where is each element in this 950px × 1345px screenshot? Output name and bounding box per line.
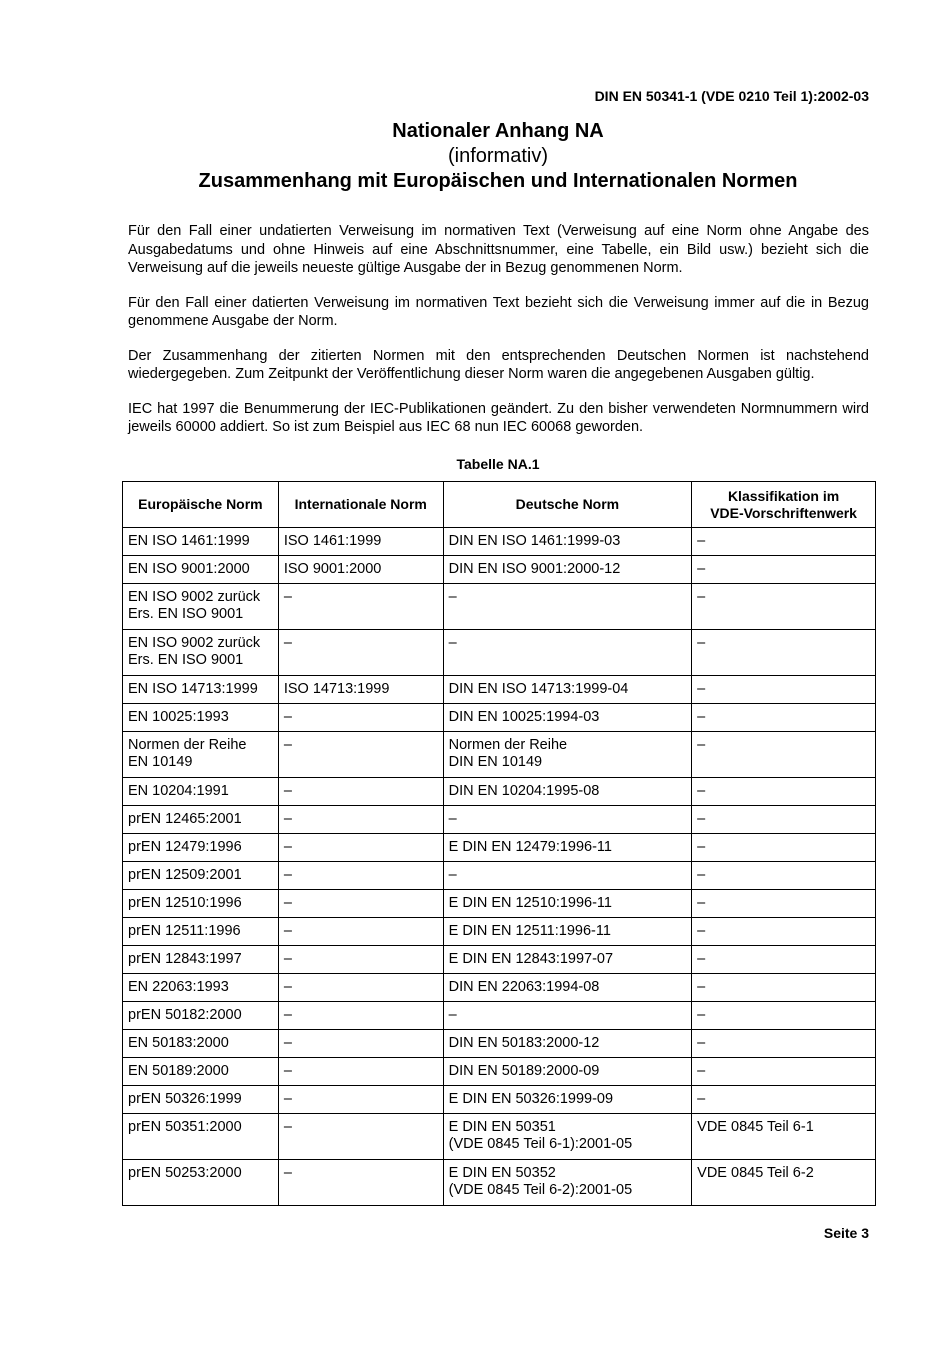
cell-international-norm: – xyxy=(278,1002,443,1030)
paragraph: Für den Fall einer undatierten Verweisung im normativen Text (Verweisung auf eine Norm ohne Angabe des Ausgabedatums und ohne Hinweis auf eine Abschnittsnummer, eine Tabelle, ein Bild usw.) bezieht sich die Verweisung auf die jeweils neueste gültige Ausgabe der in Bezug genommenen Norm. xyxy=(128,223,869,276)
table-row xyxy=(123,528,876,556)
table-row xyxy=(123,1002,876,1030)
cell-classification: – xyxy=(692,528,876,556)
cell-classification: – xyxy=(692,862,876,890)
cell-european-norm: EN 50189:2000 xyxy=(123,1058,279,1086)
table-row xyxy=(123,890,876,918)
cell-european-norm: EN 10204:1991 xyxy=(123,778,279,806)
cell-classification: – xyxy=(692,918,876,946)
cell-international-norm: – xyxy=(278,1086,443,1114)
cell-european-norm: prEN 12465:2001 xyxy=(123,806,279,834)
cell-international-norm: – xyxy=(278,1058,443,1086)
table-row xyxy=(123,630,876,676)
cell-german-norm: – xyxy=(443,1002,692,1030)
cell-german-norm: DIN EN 10204:1995-08 xyxy=(443,778,692,806)
cell-international-norm: – xyxy=(278,732,443,778)
cell-german-norm: DIN EN ISO 1461:1999-03 xyxy=(443,528,692,556)
cell-classification: – xyxy=(692,732,876,778)
annex-subtitle: Zusammenhang mit Europäischen und Internationalen Normen xyxy=(198,170,798,192)
paragraph: Für den Fall einer datierten Verweisung im normativen Text bezieht sich die Verweisung immer auf die in Bezug genommene Ausgabe der Norm. xyxy=(128,294,869,329)
table-caption: Tabelle NA.1 xyxy=(456,456,540,472)
annex-title: Nationaler Anhang NA xyxy=(392,120,604,142)
cell-classification: – xyxy=(692,1002,876,1030)
cell-european-norm: prEN 12510:1996 xyxy=(123,890,279,918)
column-header-international: Internationale Norm xyxy=(278,482,443,528)
table-row xyxy=(123,806,876,834)
cell-european-norm: prEN 50351:2000 xyxy=(123,1114,279,1160)
cell-international-norm: – xyxy=(278,1160,443,1206)
table-row xyxy=(123,946,876,974)
cell-international-norm: – xyxy=(278,918,443,946)
cell-international-norm: – xyxy=(278,778,443,806)
table-row xyxy=(123,1058,876,1086)
cell-european-norm: prEN 50326:1999 xyxy=(123,1086,279,1114)
cell-german-norm: DIN EN 10025:1994-03 xyxy=(443,704,692,732)
cell-german-norm: E DIN EN 12843:1997-07 xyxy=(443,946,692,974)
column-header-european: Europäische Norm xyxy=(123,482,279,528)
cell-european-norm: EN 22063:1993 xyxy=(123,974,279,1002)
cell-german-norm: – xyxy=(443,584,692,630)
cell-classification: – xyxy=(692,556,876,584)
table-row xyxy=(123,778,876,806)
cell-german-norm: DIN EN 50183:2000-12 xyxy=(443,1030,692,1058)
cell-international-norm: – xyxy=(278,584,443,630)
table-row xyxy=(123,974,876,1002)
cell-european-norm: EN ISO 14713:1999 xyxy=(123,676,279,704)
cell-international-norm: – xyxy=(278,890,443,918)
cell-german-norm: – xyxy=(443,630,692,676)
cell-international-norm: – xyxy=(278,704,443,732)
table-row xyxy=(123,834,876,862)
cell-classification: VDE 0845 Teil 6-1 xyxy=(692,1114,876,1160)
cell-classification: – xyxy=(692,946,876,974)
cell-german-norm: DIN EN ISO 14713:1999-04 xyxy=(443,676,692,704)
cell-classification: – xyxy=(692,834,876,862)
table-row xyxy=(123,676,876,704)
cell-international-norm: ISO 1461:1999 xyxy=(278,528,443,556)
norms-table xyxy=(122,481,876,1206)
cell-international-norm: – xyxy=(278,946,443,974)
table-row xyxy=(123,918,876,946)
table-row xyxy=(123,732,876,778)
cell-european-norm: EN 50183:2000 xyxy=(123,1030,279,1058)
cell-classification: – xyxy=(692,806,876,834)
cell-german-norm: E DIN EN 12511:1996-11 xyxy=(443,918,692,946)
cell-classification: – xyxy=(692,974,876,1002)
cell-european-norm: prEN 50182:2000 xyxy=(123,1002,279,1030)
table-row xyxy=(123,1160,876,1206)
cell-classification: – xyxy=(692,630,876,676)
cell-european-norm: prEN 12843:1997 xyxy=(123,946,279,974)
cell-classification: – xyxy=(692,890,876,918)
cell-german-norm: E DIN EN 50326:1999-09 xyxy=(443,1086,692,1114)
table-row xyxy=(123,1030,876,1058)
annex-status: (informativ) xyxy=(447,145,548,167)
cell-classification: VDE 0845 Teil 6-2 xyxy=(692,1160,876,1206)
title-block xyxy=(0,119,950,194)
column-header-german: Deutsche Norm xyxy=(443,482,692,528)
paragraph: IEC hat 1997 die Benummerung der IEC-Publikationen geändert. Zu den bisher verwendeten Normnummern wird jeweils 60000 addiert. So ist zum Beispiel aus IEC 68 nun IEC 60068 geworden. xyxy=(128,400,869,435)
table-row xyxy=(123,1086,876,1114)
table-header-row xyxy=(123,482,876,528)
cell-european-norm: prEN 12511:1996 xyxy=(123,918,279,946)
table-row xyxy=(123,704,876,732)
cell-international-norm: – xyxy=(278,1030,443,1058)
cell-european-norm: EN ISO 9002 zurück Ers. EN ISO 9001 xyxy=(123,584,279,630)
cell-german-norm: E DIN EN 12510:1996-11 xyxy=(443,890,692,918)
page-number: Seite 3 xyxy=(823,1225,869,1241)
cell-classification: – xyxy=(692,704,876,732)
cell-european-norm: EN ISO 9002 zurück Ers. EN ISO 9001 xyxy=(123,630,279,676)
cell-classification: – xyxy=(692,1058,876,1086)
cell-european-norm: Normen der Reihe EN 10149 xyxy=(123,732,279,778)
cell-european-norm: prEN 12509:2001 xyxy=(123,862,279,890)
cell-international-norm: ISO 14713:1999 xyxy=(278,676,443,704)
cell-german-norm: DIN EN ISO 9001:2000-12 xyxy=(443,556,692,584)
cell-classification: – xyxy=(692,1030,876,1058)
cell-international-norm: – xyxy=(278,834,443,862)
column-header-classification: Klassifikation im VDE-Vorschriftenwerk xyxy=(692,482,876,528)
cell-classification: – xyxy=(692,778,876,806)
cell-european-norm: EN ISO 1461:1999 xyxy=(123,528,279,556)
table-row xyxy=(123,1114,876,1160)
cell-german-norm: DIN EN 22063:1994-08 xyxy=(443,974,692,1002)
cell-german-norm: DIN EN 50189:2000-09 xyxy=(443,1058,692,1086)
cell-european-norm: EN 10025:1993 xyxy=(123,704,279,732)
cell-international-norm: – xyxy=(278,630,443,676)
table-row xyxy=(123,584,876,630)
cell-german-norm: E DIN EN 12479:1996-11 xyxy=(443,834,692,862)
cell-german-norm: Normen der Reihe DIN EN 10149 xyxy=(443,732,692,778)
cell-german-norm: – xyxy=(443,862,692,890)
table-body xyxy=(123,528,876,1206)
cell-european-norm: EN ISO 9001:2000 xyxy=(123,556,279,584)
cell-classification: – xyxy=(692,584,876,630)
cell-international-norm: – xyxy=(278,862,443,890)
document-reference: DIN EN 50341-1 (VDE 0210 Teil 1):2002-03 xyxy=(594,88,869,104)
table-row xyxy=(123,556,876,584)
cell-german-norm: E DIN EN 50352 (VDE 0845 Teil 6-2):2001-05 xyxy=(443,1160,692,1206)
body-text xyxy=(128,222,869,453)
cell-international-norm: – xyxy=(278,974,443,1002)
cell-classification: – xyxy=(692,676,876,704)
cell-european-norm: prEN 12479:1996 xyxy=(123,834,279,862)
table-row xyxy=(123,862,876,890)
cell-international-norm: – xyxy=(278,1114,443,1160)
cell-international-norm: ISO 9001:2000 xyxy=(278,556,443,584)
cell-international-norm: – xyxy=(278,806,443,834)
paragraph: Der Zusammenhang der zitierten Normen mit den entsprechenden Deutschen Normen ist nachstehend wiedergegeben. Zum Zeitpunkt der Veröffentlichung dieser Norm waren die angegebenen Ausgaben gültig. xyxy=(128,347,869,382)
cell-german-norm: E DIN EN 50351 (VDE 0845 Teil 6-1):2001-05 xyxy=(443,1114,692,1160)
cell-german-norm: – xyxy=(443,806,692,834)
cell-european-norm: prEN 50253:2000 xyxy=(123,1160,279,1206)
cell-classification: – xyxy=(692,1086,876,1114)
